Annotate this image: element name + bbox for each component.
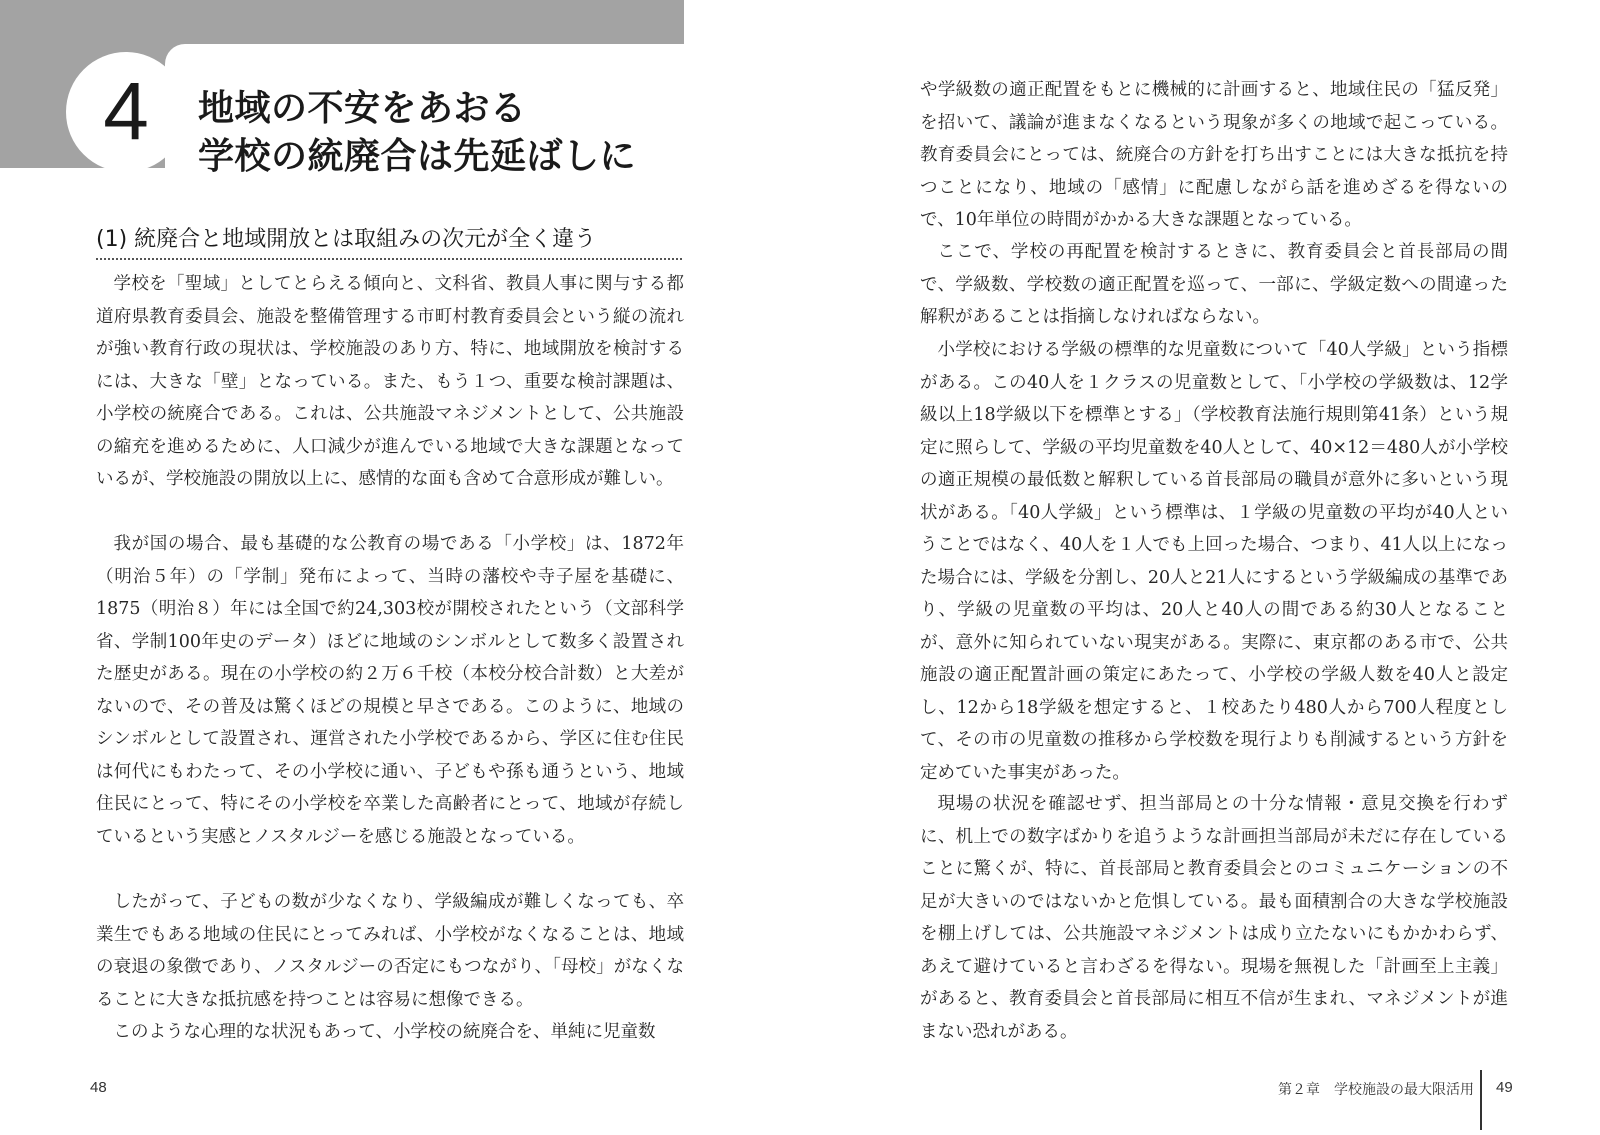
right-paragraph-1: や学級数の適正配置をもとに機械的に計画すると、地域住民の「猛反発」を招いて、議論が進まなくなるという現象が多くの地域で起こっている。教育委員会にとっては、統廃合の方針を打ち出すことには大きな抵抗を持つことになり、地域の「感情」に配慮しながら話を進めざるを得ないので、10年単位の時間がかかる大きな課題となっている。 xyxy=(920,80,1508,230)
chapter-title-line-1: 地域の不安をあおる xyxy=(198,88,527,129)
chapter-number-badge: 4 xyxy=(66,52,186,172)
right-page-number: 49 xyxy=(1496,1079,1513,1096)
chapter-title-line-2: 学校の統廃合は先延ばしに xyxy=(198,136,637,177)
left-paragraph-1: 学校を「聖域」としてとらえる傾向と、文科省、教員人事に関与する都道府県教育委員会、施設を整備管理する市町村教育委員会という縦の流れが強い教育行政の現状は、学校施設のあり方、特に、地域開放を検討するには、大きな「壁」となっている。また、もう１つ、重要な検討課題は、小学校の統廃合である。これは、公共施設マネジメントとして、公共施設の縮充を進めるために、人口減少が進んでいる地域で大きな課題となっているが、学校施設の開放以上に、感情的な面も含めて合意形成が難しい。 xyxy=(96,274,684,489)
right-paragraph-2: ここで、学校の再配置を検討するときに、教育委員会と首長部局の間で、学級数、学校数の適正配置を巡って、一部に、学級定数への間違った解釈があることは指摘しなければならない。 xyxy=(920,242,1508,327)
footer-divider xyxy=(1480,1070,1482,1130)
running-footer-chapter: 第２章 学校施設の最大限活用 xyxy=(1278,1082,1474,1098)
right-paragraph-4: 現場の状況を確認せず、担当部局との十分な情報・意見交換を行わずに、机上での数字ばかりを追うような計画担当部局が未だに存在していることに驚くが、特に、首長部局と教育委員会とのコミュニケーションの不足が大きいのではないかと危惧している。最も面積割合の大きな学校施設を棚上げしては、公共施設マネジメントは成り立たないにもかかわらず、あえて避けていると言わざるを得ない。現場を無視した「計画至上主義」があると、教育委員会と首長部局に相互不信が生まれ、マネジメントが進まない恐れがある。 xyxy=(920,794,1508,1042)
right-paragraph-3: 小学校における学級の標準的な児童数について「40人学級」という指標がある。この40人を１クラスの児童数として、「小学校の学級数は、12学級以上18学級以下を標準とする」（学校教育法施行規則第41条）という規定に照らして、学級の平均児童数を40人として、40×12＝480人が小学校の適正規模の最低数と解釈している首長部局の職員が意外に多いという現状がある。「40人学級」という標準は、１学級の児童数の平均が40人ということではなく、40人を１人でも上回った場合、つまり、41人以上になった場合には、学級を分割し、20人と21人にするという学級編成の基準であり、学級の児童数の平均は、20人と40人の間である約30人となることが、意外に知られていない現実がある。実際に、東京都のある市で、公共施設の適正配置計画の策定にあたって、小学校の学級人数を40人と設定し、12から18学級を想定すると、１校あたり480人から700人程度として、その市の児童数の推移から学校数を現行よりも削減するという方針を定めていた事実があった。 xyxy=(920,340,1508,783)
left-page-number: 48 xyxy=(90,1079,107,1096)
left-paragraph-4: このような心理的な状況もあって、小学校の統廃合を、単純に児童数 xyxy=(113,1022,656,1042)
section-heading: (1) 統廃合と地域開放とは取組みの次元が全く違う xyxy=(96,222,682,260)
left-paragraph-3: したがって、子どもの数が少なくなり、学級編成が難しくなっても、卒業生でもある地域の住民にとってみれば、小学校がなくなることは、地域の衰退の象徴であり、ノスタルジーの否定にもつながり、「母校」がなくなることに大きな抵抗感を持つことは容易に想像できる。 xyxy=(96,892,684,1010)
left-paragraph-2: 我が国の場合、最も基礎的な公教育の場である「小学校」は、1872年（明治５年）の「学制」発布によって、当時の藩校や寺子屋を基礎に、1875（明治８）年には全国で約24,303校が開校されたという（文部科学省、学制100年史のデータ）ほどに地域のシンボルとして数多く設置された歴史がある。現在の小学校の約２万６千校（本校分校合計数）と大差がないので、その普及は驚くほどの規模と早さである。このように、地域のシンボルとして設置され、運営された小学校であるから、学区に住む住民は何代にもわたって、その小学校に通い、子どもや孫も通うという、地域住民にとって、特にその小学校を卒業した高齢者にとって、地域が存続しているという実感とノスタルジーを感じる施設となっている。 xyxy=(96,534,684,847)
